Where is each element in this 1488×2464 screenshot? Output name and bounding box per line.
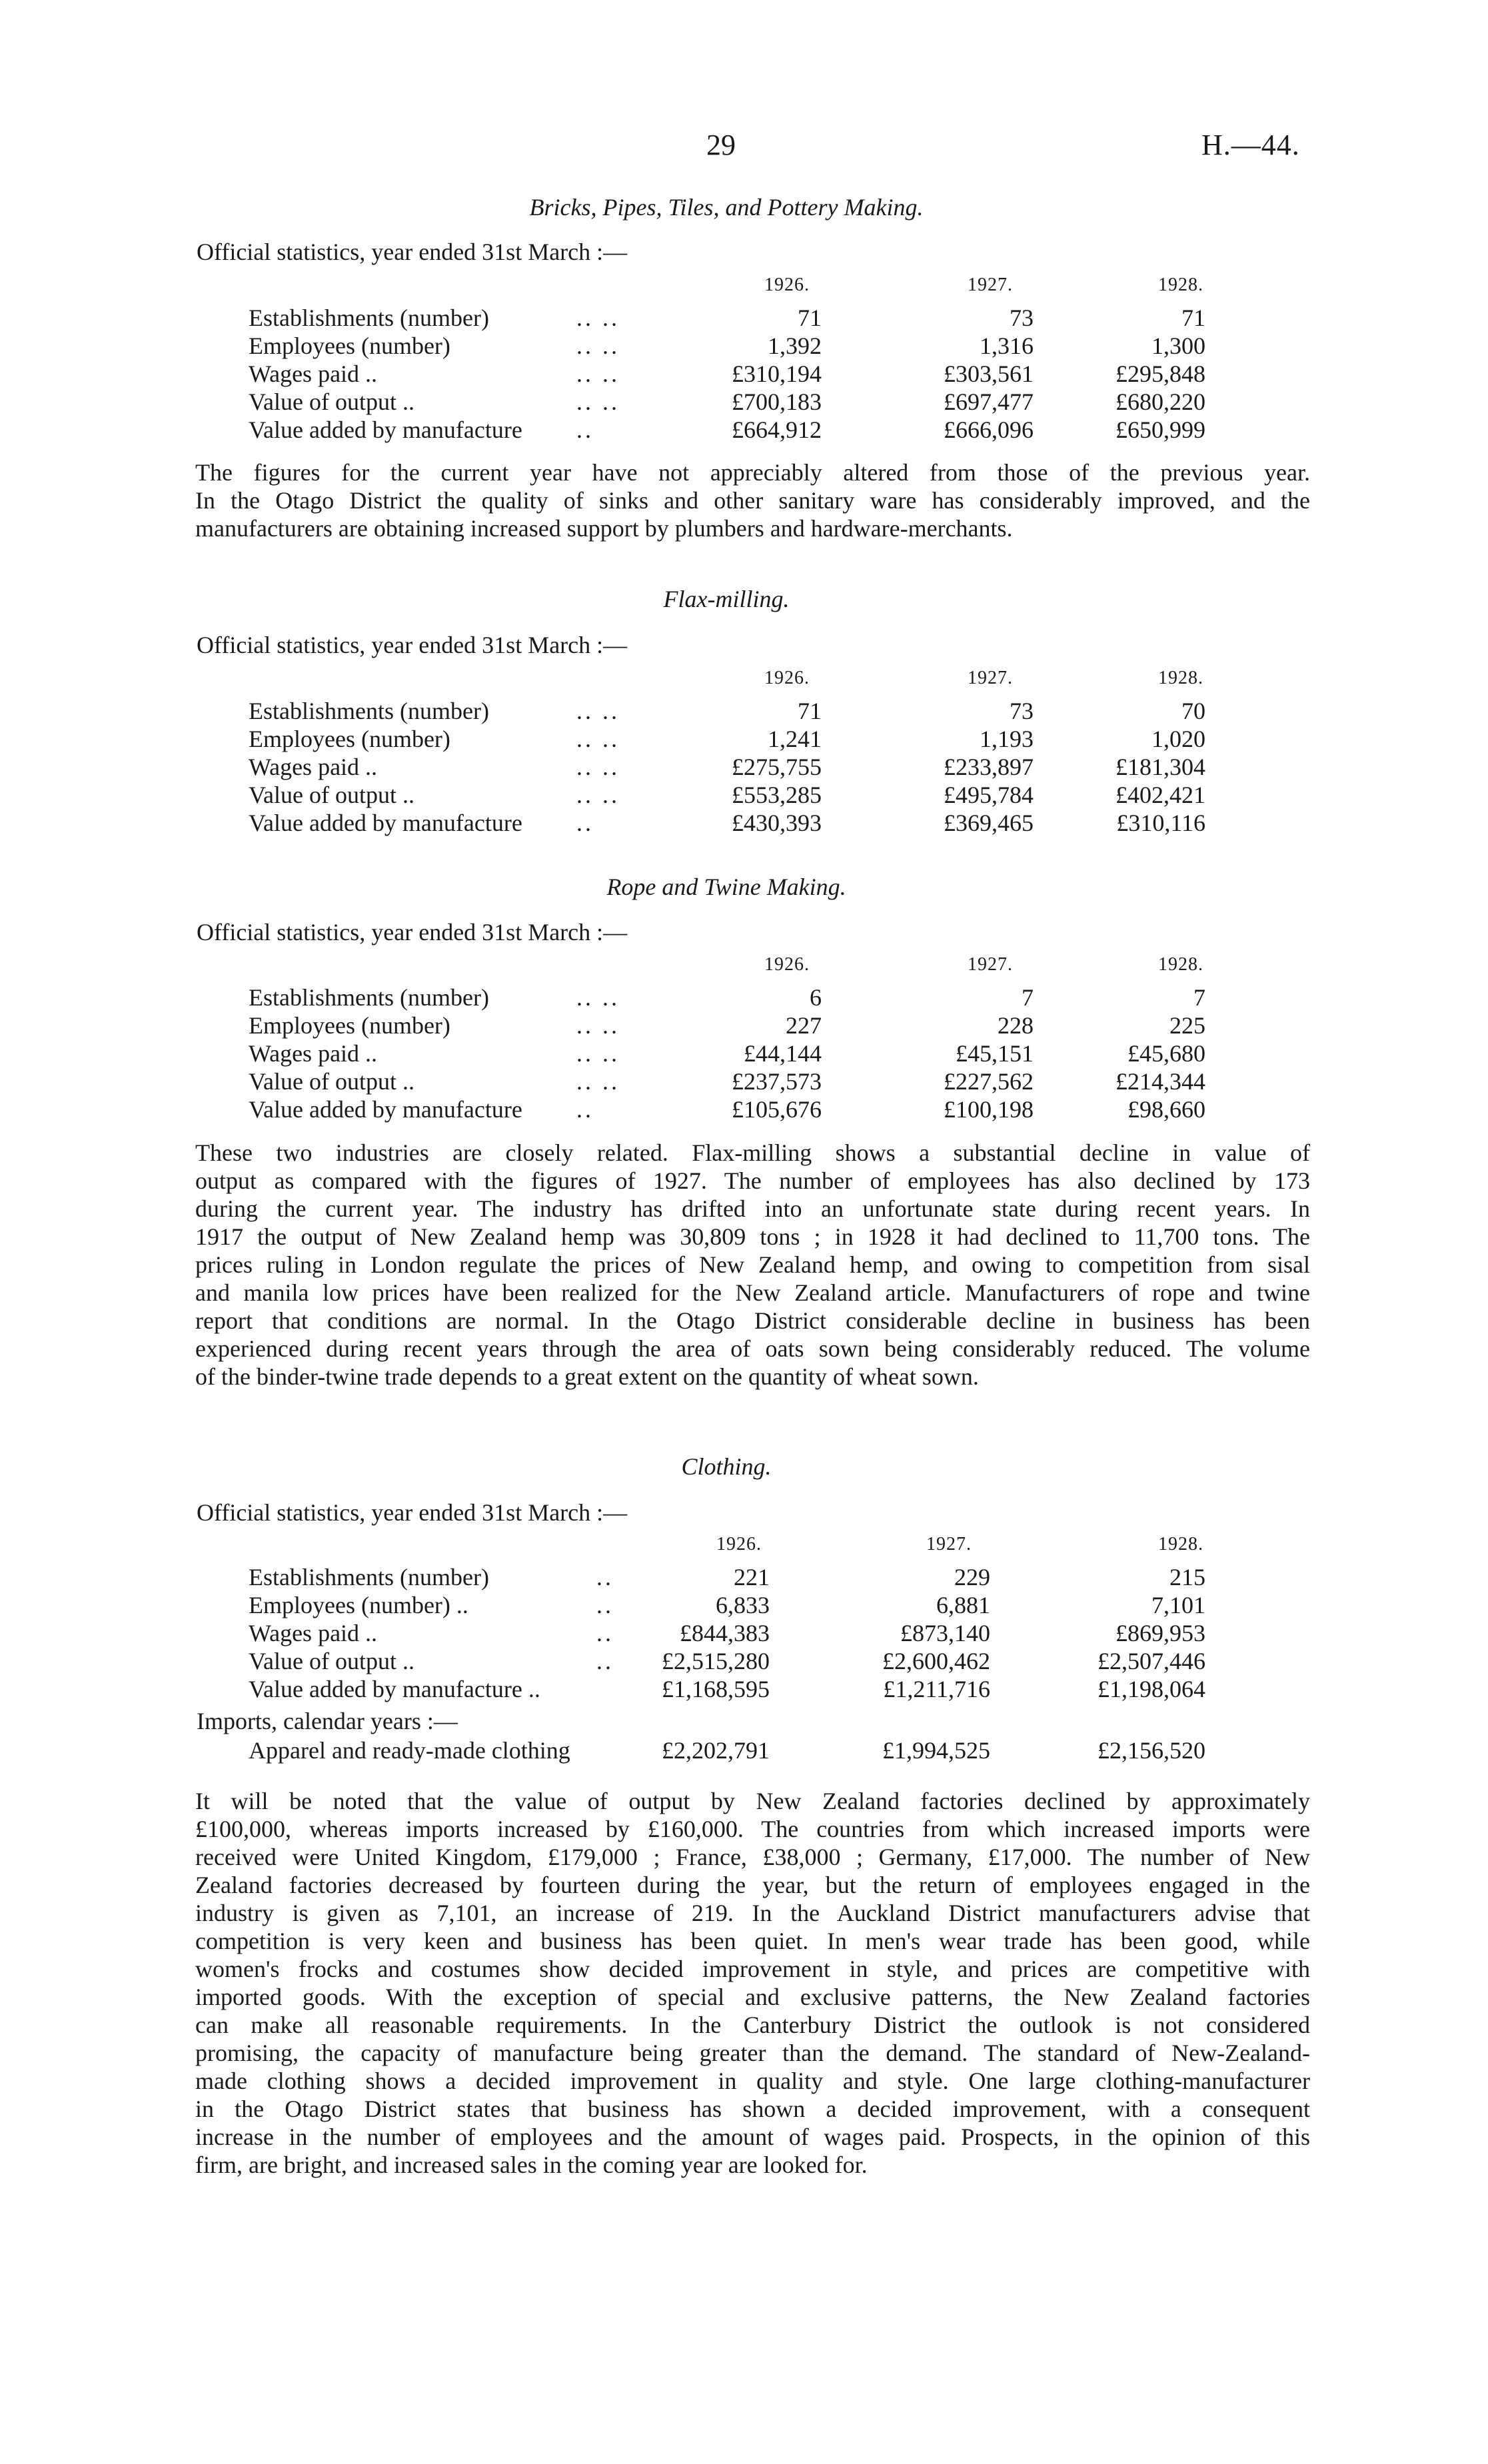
cell-value-1926: £310,194: [732, 360, 822, 387]
cell-value-1928: £402,421: [1116, 782, 1205, 808]
cell-value-1928: 70: [1181, 698, 1205, 724]
row-label: Value of output ..: [249, 1068, 414, 1095]
cell-value-1927: £697,477: [944, 388, 1034, 415]
row-label: Establishments (number): [249, 698, 489, 724]
row-label: Wages paid ..: [249, 1040, 378, 1067]
paragraph-line: received were United Kingdom, £179,000 ; France, £38,000 ; Germany, £17,000. The number of New: [195, 1844, 1310, 1870]
leader-dots: .. ..: [576, 388, 620, 415]
year-header-1928: 1928.: [1158, 1534, 1203, 1554]
table-row: [0, 1039, 1488, 1067]
table-row: [0, 332, 1488, 360]
row-label: Value of output ..: [249, 782, 414, 808]
cell-value-1927: £100,198: [944, 1096, 1034, 1123]
cell-value-1928: £869,953: [1116, 1620, 1205, 1646]
paragraph-line: during the current year. The industry has drifted into an unfortunate state during recent years. In: [195, 1195, 1310, 1222]
paragraph-line: These two industries are closely related. Flax-milling shows a substantial decline in value of: [195, 1139, 1310, 1166]
cell-value-1926: £275,755: [732, 754, 822, 780]
table-row: [0, 304, 1488, 332]
table-row: [0, 1563, 1488, 1591]
paragraph-line: increase in the number of employees and the amount of wages paid. Prospects, in the opinion of this: [195, 2124, 1310, 2150]
row-label: Wages paid ..: [249, 754, 378, 780]
cell-value-1928: £295,848: [1116, 360, 1205, 387]
cell-value-1926: £44,144: [744, 1040, 822, 1067]
lead-flax: Official statistics, year ended 31st March :—: [197, 632, 628, 658]
cell-value-1928: 225: [1169, 1012, 1205, 1039]
paragraph-rope: [195, 1139, 1310, 1391]
year-header-1927: 1927.: [968, 275, 1013, 295]
leader-dots: .. ..: [576, 360, 620, 387]
cell-value-1927: 7: [1022, 984, 1034, 1011]
imports-row: [0, 1736, 1488, 1764]
section-title-clothing: Clothing.: [681, 1453, 772, 1480]
imports-label: Apparel and ready-made clothing: [249, 1737, 570, 1764]
cell-value-1927: £666,096: [944, 416, 1034, 443]
paragraph-line: and manila low prices have been realized for the New Zealand article. Manufacturers of rope and twine: [195, 1279, 1310, 1306]
table-row: [0, 1067, 1488, 1095]
row-label: Wages paid ..: [249, 360, 378, 387]
cell-value-1926: £700,183: [732, 388, 822, 415]
leader-dots: .. ..: [576, 698, 620, 724]
table-row: [0, 1647, 1488, 1675]
cell-value-1926: 6,833: [716, 1592, 770, 1618]
lead-clothing: Official statistics, year ended 31st March :—: [197, 1499, 628, 1526]
table-row: [0, 753, 1488, 781]
cell-value-1926: 71: [798, 305, 822, 331]
year-header-1926: 1926.: [764, 668, 810, 688]
leader-dots: ..: [576, 416, 594, 443]
paragraph-line: made clothing shows a decided improvement in quality and style. One large clothing-manufacturer: [195, 2068, 1310, 2094]
table-row: [0, 725, 1488, 753]
paragraph-clothing: [195, 1787, 1310, 2179]
cell-value-1928: 7: [1193, 984, 1205, 1011]
table-row: [0, 809, 1488, 837]
leader-dots: .. ..: [576, 1068, 620, 1095]
cell-value-1928: 1,020: [1151, 726, 1205, 752]
section-title-flax: Flax-milling.: [663, 586, 790, 612]
cell-value-1927: £2,600,462: [882, 1648, 990, 1674]
cell-value-1927: 73: [1010, 698, 1034, 724]
paragraph-line: promising, the capacity of manufacture being greater than the demand. The standard of New-Zealand-: [195, 2040, 1310, 2066]
section-title-rope: Rope and Twine Making.: [606, 874, 846, 900]
row-label: Value of output ..: [249, 388, 414, 415]
cell-value-1928: 1,300: [1151, 332, 1205, 359]
lead-bricks: Official statistics, year ended 31st March :—: [197, 239, 628, 265]
paragraph-line: It will be noted that the value of output by New Zealand factories declined by approximately: [195, 1788, 1310, 1814]
table-row: [0, 1591, 1488, 1619]
leader-dots: .. ..: [576, 782, 620, 808]
cell-value-1927: £369,465: [944, 810, 1034, 836]
leader-dots: .. ..: [576, 332, 620, 359]
leader-dots: ..: [576, 810, 594, 836]
cell-value-1927: 6,881: [936, 1592, 990, 1618]
cell-value-1927: 73: [1010, 305, 1034, 331]
table-row: [0, 1095, 1488, 1123]
cell-value-1927: 1,316: [980, 332, 1034, 359]
paragraph-line: 1917 the output of New Zealand hemp was 30,809 tons ; in 1928 it had declined to 11,700 tons. The: [195, 1223, 1310, 1250]
leader-dots: ..: [596, 1620, 614, 1646]
paragraph-line: of the binder-twine trade depends to a great extent on the quantity of wheat sown.: [195, 1363, 979, 1390]
cell-value-1926: £664,912: [732, 416, 822, 443]
table-row: [0, 781, 1488, 809]
leader-dots: .. ..: [576, 726, 620, 752]
cell-value-1926: 1,392: [768, 332, 822, 359]
table-row: [0, 697, 1488, 725]
cell-value-1926: £1,168,595: [662, 1676, 770, 1702]
paragraph-line: report that conditions are normal. In the Otago District considerable decline in business has been: [195, 1307, 1310, 1334]
cell-value-1926: £105,676: [732, 1096, 822, 1123]
paragraph-line: output as compared with the figures of 1927. The number of employees has also declined by 173: [195, 1167, 1310, 1194]
cell-value-1928: £98,660: [1127, 1096, 1205, 1123]
cell-value-1926: £430,393: [732, 810, 822, 836]
row-label: Value added by manufacture: [249, 416, 522, 443]
paragraph-line: The figures for the current year have not appreciably altered from those of the previous year.: [195, 459, 1310, 486]
leader-dots: ..: [596, 1564, 614, 1590]
table-row: [0, 416, 1488, 444]
row-label: Value added by manufacture ..: [249, 1676, 540, 1702]
paragraph-line: can make all reasonable requirements. In the Canterbury District the outlook is not considered: [195, 2012, 1310, 2038]
cell-value-1926: £553,285: [732, 782, 822, 808]
row-label: Value added by manufacture: [249, 1096, 522, 1123]
leader-dots: ..: [596, 1592, 614, 1618]
cell-value-1927: £495,784: [944, 782, 1034, 808]
cell-value-1928: £2,507,446: [1098, 1648, 1205, 1674]
cell-value-1928: 7,101: [1151, 1592, 1205, 1618]
table-row: [0, 983, 1488, 1011]
imports-value-1926: £2,202,791: [662, 1737, 770, 1764]
year-header-1928: 1928.: [1158, 275, 1203, 295]
row-label: Employees (number): [249, 332, 450, 359]
table-row: [0, 1011, 1488, 1039]
paragraph-line: in the Otago District states that business has shown a decided improvement, with a consequent: [195, 2096, 1310, 2122]
row-label: Establishments (number): [249, 305, 489, 331]
cell-value-1927: £45,151: [956, 1040, 1034, 1067]
row-label: Wages paid ..: [249, 1620, 378, 1646]
paragraph-line: imported goods. With the exception of special and exclusive patterns, the New Zealand factories: [195, 1984, 1310, 2010]
section-title-bricks: Bricks, Pipes, Tiles, and Pottery Making.: [529, 194, 924, 221]
lead-rope: Official statistics, year ended 31st March :—: [197, 919, 628, 945]
paragraph-line: women's frocks and costumes show decided improvement in style, and prices are competitive with: [195, 1956, 1310, 1982]
cell-value-1926: £2,515,280: [662, 1648, 770, 1674]
cell-value-1928: £650,999: [1116, 416, 1205, 443]
year-header-1926: 1926.: [716, 1534, 762, 1554]
cell-value-1926: 71: [798, 698, 822, 724]
cell-value-1928: £680,220: [1116, 388, 1205, 415]
leader-dots: .. ..: [576, 305, 620, 331]
cell-value-1928: £45,680: [1127, 1040, 1205, 1067]
cell-value-1926: £237,573: [732, 1068, 822, 1095]
leader-dots: .. ..: [576, 1012, 620, 1039]
cell-value-1928: 215: [1169, 1564, 1205, 1590]
row-label: Value of output ..: [249, 1648, 414, 1674]
paragraph-line: industry is given as 7,101, an increase of 219. In the Auckland District manufacturers advise that: [195, 1900, 1310, 1926]
year-header-1927: 1927.: [968, 954, 1013, 975]
row-label: Employees (number): [249, 726, 450, 752]
cell-value-1927: £233,897: [944, 754, 1034, 780]
cell-value-1927: 229: [954, 1564, 990, 1590]
paragraph-line: In the Otago District the quality of sinks and other sanitary ware has considerably improved, and the: [195, 487, 1310, 514]
cell-value-1928: 71: [1181, 305, 1205, 331]
table-row: [0, 1675, 1488, 1703]
leader-dots: .. ..: [576, 754, 620, 780]
cell-value-1927: £1,211,716: [883, 1676, 990, 1702]
cell-value-1926: 6: [810, 984, 822, 1011]
row-label: Value added by manufacture: [249, 810, 522, 836]
paragraph-line: £100,000, whereas imports increased by £160,000. The countries from which increased imports were: [195, 1816, 1310, 1842]
table-row: [0, 1619, 1488, 1647]
imports-value-1927: £1,994,525: [882, 1737, 990, 1764]
cell-value-1928: £310,116: [1116, 810, 1205, 836]
row-label: Establishments (number): [249, 1564, 489, 1590]
imports-lead: Imports, calendar years :—: [197, 1708, 458, 1734]
cell-value-1926: £844,383: [680, 1620, 770, 1646]
cell-value-1927: £873,140: [900, 1620, 990, 1646]
table-row: [0, 360, 1488, 388]
year-header-1926: 1926.: [764, 275, 810, 295]
document-reference: H.—44.: [1201, 129, 1300, 161]
row-label: Employees (number): [249, 1012, 450, 1039]
paragraph-line: competition is very keen and business has been quiet. In men's wear trade has been good, while: [195, 1928, 1310, 1954]
leader-dots: .. ..: [576, 984, 620, 1011]
year-header-1927: 1927.: [926, 1534, 972, 1554]
imports-value-1928: £2,156,520: [1098, 1737, 1205, 1764]
paragraph-line: Zealand factories decreased by fourteen during the year, but the return of employees engaged in the: [195, 1872, 1310, 1898]
cell-value-1928: £1,198,064: [1098, 1676, 1205, 1702]
row-label: Employees (number) ..: [249, 1592, 468, 1618]
leader-dots: .. ..: [576, 1040, 620, 1067]
cell-value-1928: £214,344: [1116, 1068, 1205, 1095]
cell-value-1927: £303,561: [944, 360, 1034, 387]
row-label: Establishments (number): [249, 984, 489, 1011]
paragraph-line: manufacturers are obtaining increased support by plumbers and hardware-merchants.: [195, 515, 1013, 542]
cell-value-1927: £227,562: [944, 1068, 1034, 1095]
leader-dots: ..: [576, 1096, 594, 1123]
cell-value-1926: 227: [786, 1012, 822, 1039]
leader-dots: ..: [596, 1648, 614, 1674]
cell-value-1926: 1,241: [768, 726, 822, 752]
cell-value-1928: £181,304: [1116, 754, 1205, 780]
year-header-1926: 1926.: [764, 954, 810, 975]
year-header-1927: 1927.: [968, 668, 1013, 688]
table-row: [0, 388, 1488, 416]
cell-value-1927: 228: [998, 1012, 1034, 1039]
cell-value-1926: 221: [734, 1564, 770, 1590]
paragraph-line: experienced during recent years through the area of oats sown being considerably reduced. The volume: [195, 1335, 1310, 1362]
year-header-1928: 1928.: [1158, 954, 1203, 975]
paragraph-line: prices ruling in London regulate the prices of New Zealand hemp, and owing to competition from sisal: [195, 1251, 1310, 1278]
page-number: 29: [706, 129, 736, 161]
paragraph-line: firm, are bright, and increased sales in the coming year are looked for.: [195, 2152, 868, 2178]
year-header-1928: 1928.: [1158, 668, 1203, 688]
paragraph-bricks: [195, 458, 1310, 542]
cell-value-1927: 1,193: [980, 726, 1034, 752]
